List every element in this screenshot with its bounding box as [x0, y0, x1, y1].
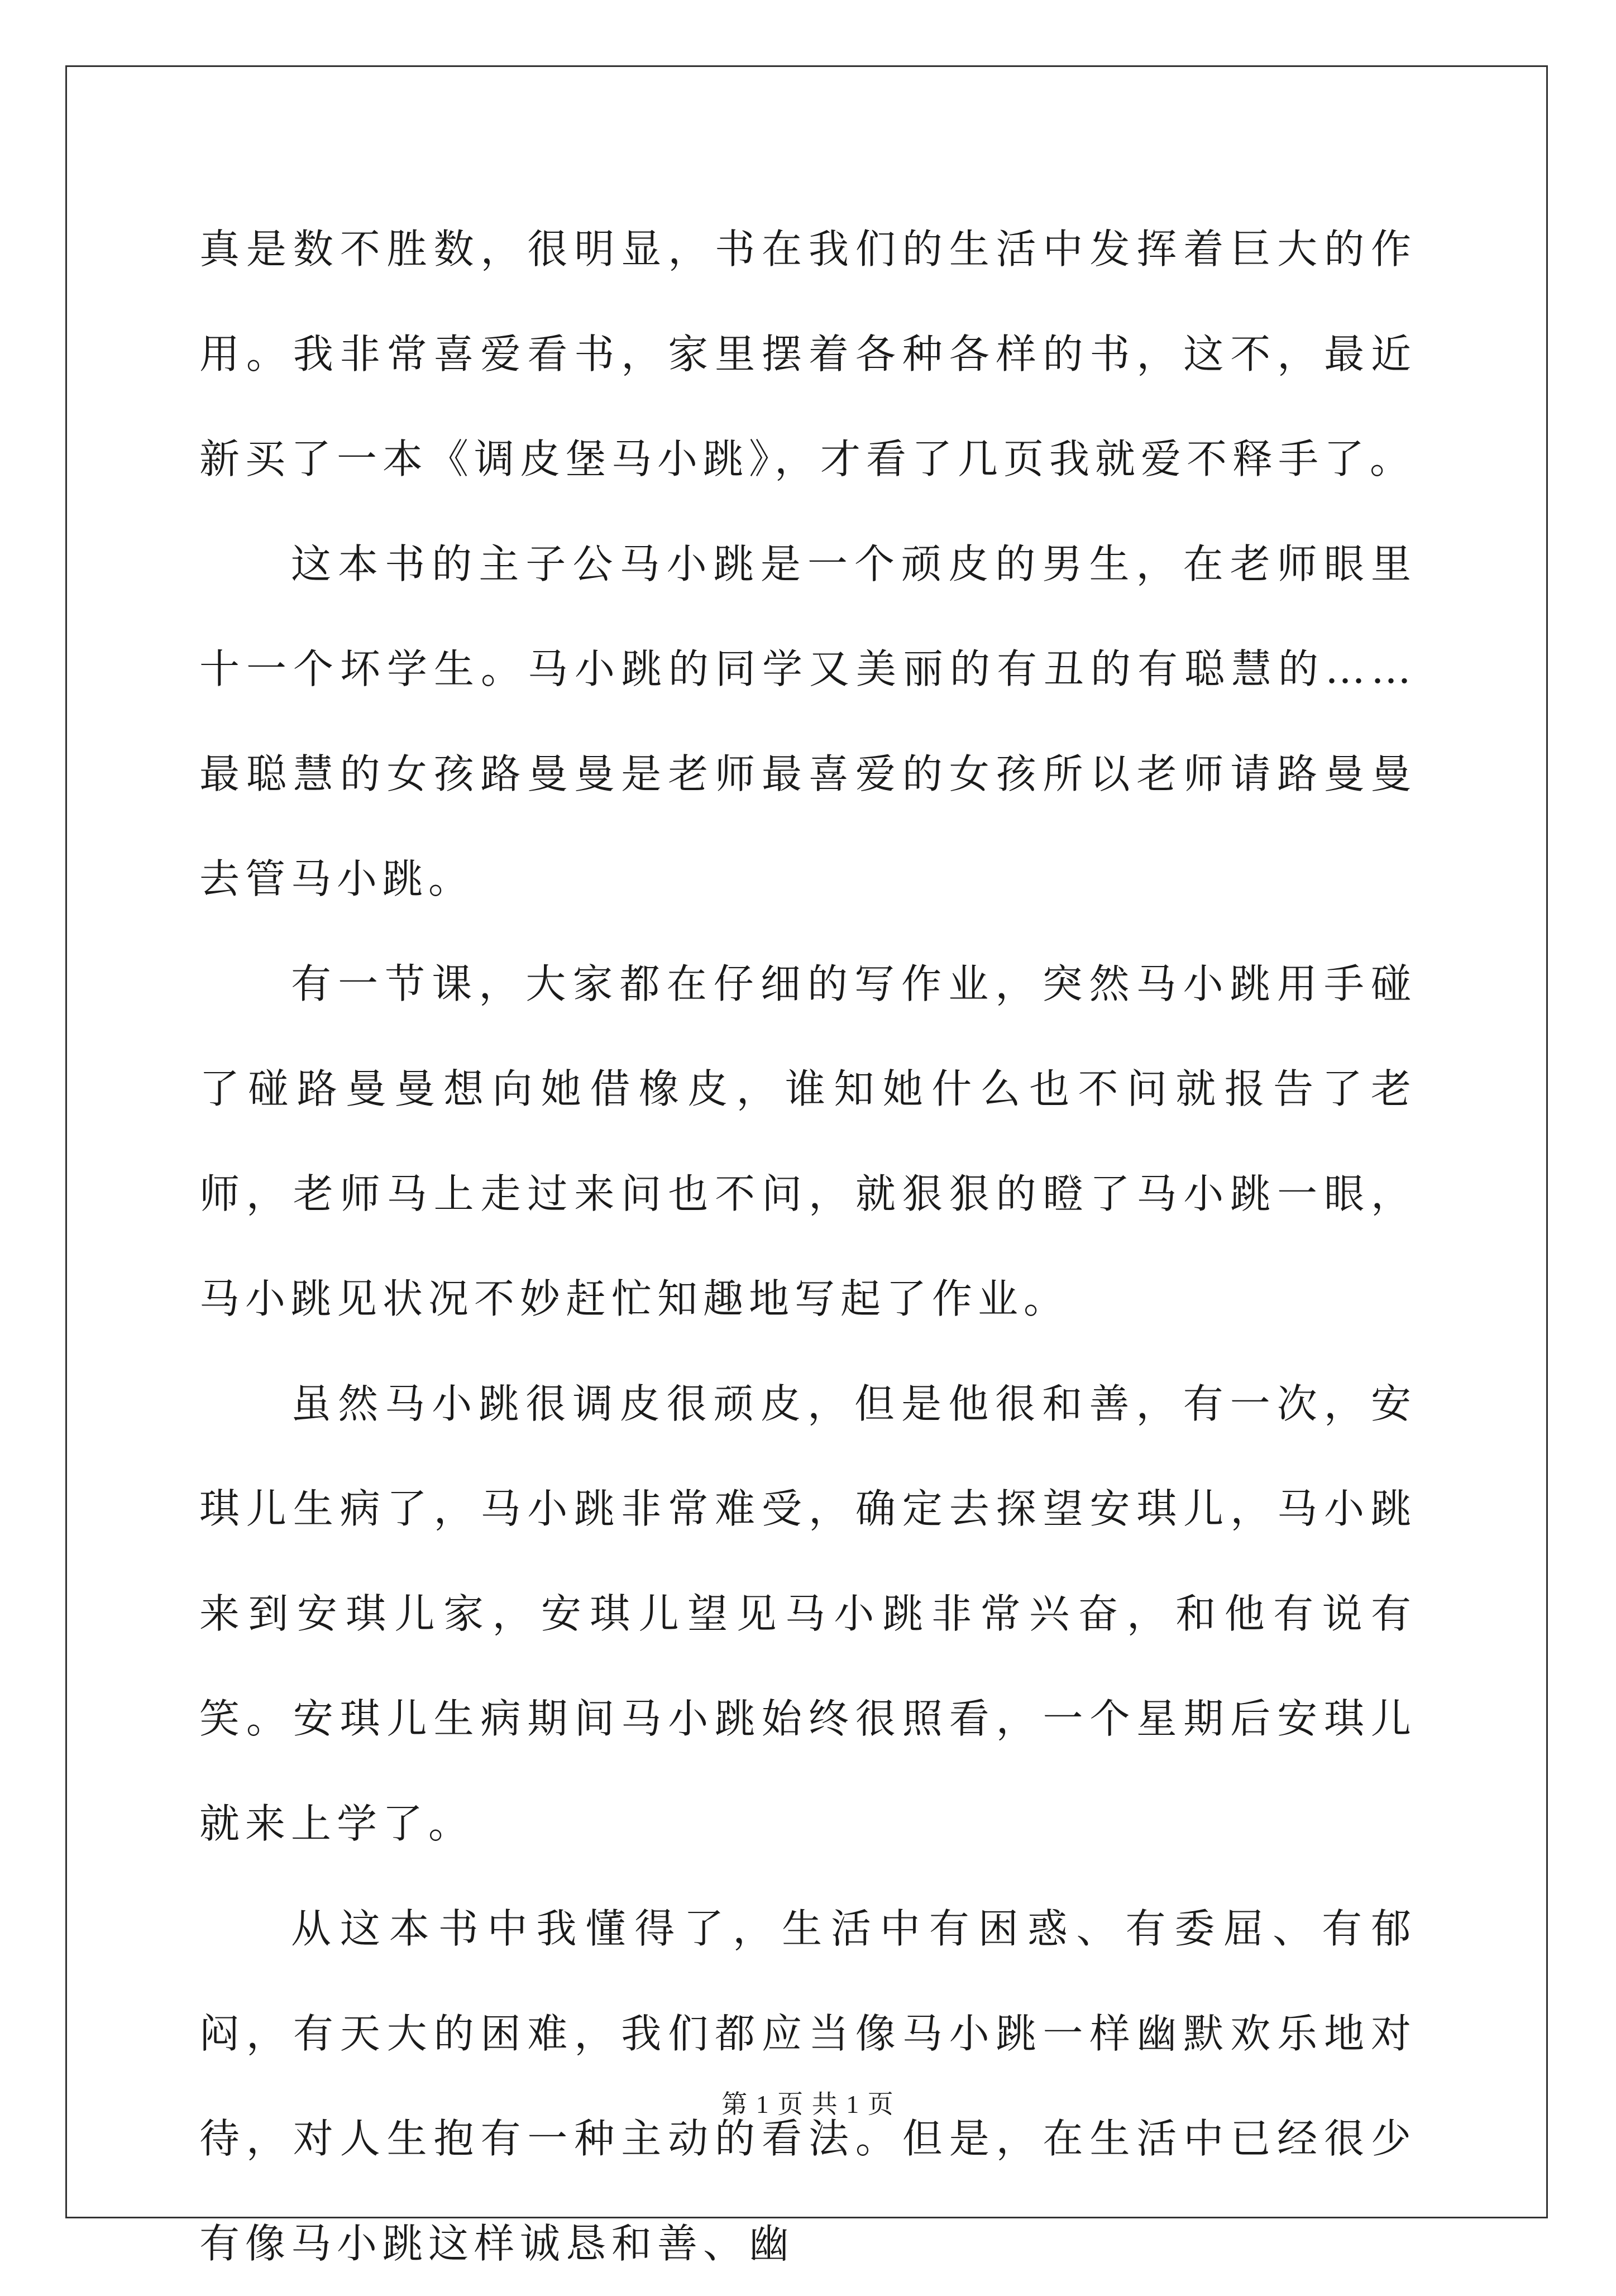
paragraph-1: 真是数不胜数，很明显，书在我们的生活中发挥着巨大的作用。我非常喜爱看书，家里摆着各种各样的书，这不，最近新买了一本《调皮堡马小跳》，才看了几页我就爱不释手了。 — [199, 226, 1417, 482]
paragraph-5: 从这本书中我懂得了，生活中有困惑、有委屈、有郁闷，有天大的困难，我们都应当像马小跳一样幽默欢乐地对待，对人生抱有一种主动的看法。但是，在生活中已经很少有像马小跳这样诚恳和善、幽 — [199, 1905, 1417, 2267]
paragraph-2: 这本书的主子公马小跳是一个顽皮的男生，在老师眼里十一个坏学生。马小跳的同学又美丽的有丑的有聪慧的……最聪慧的女孩路曼曼是老师最喜爱的女孩所以老师请路曼曼去管马小跳。 — [199, 540, 1417, 902]
document-body — [199, 197, 1417, 2296]
page-number-footer: 第 1 页 共 1 页 — [721, 2090, 895, 2118]
paragraph-4: 虽然马小跳很调皮很顽皮，但是他很和善，有一次，安琪儿生病了，马小跳非常难受，确定去探望安琪儿，马小跳来到安琪儿家，安琪儿望见马小跳非常兴奋，和他有说有笑。安琪儿生病期间马小跳始终很照看，一个星期后安琪儿就来上学了。 — [199, 1380, 1417, 1847]
paragraph-3: 有一节课，大家都在仔细的写作业，突然马小跳用手碰了碰路曼曼想向她借橡皮，谁知她什么也不问就报告了老师，老师马上走过来问也不问，就狠狠的瞪了马小跳一眼，马小跳见状况不妙赶忙知趣地写起了作业。 — [199, 960, 1417, 1322]
